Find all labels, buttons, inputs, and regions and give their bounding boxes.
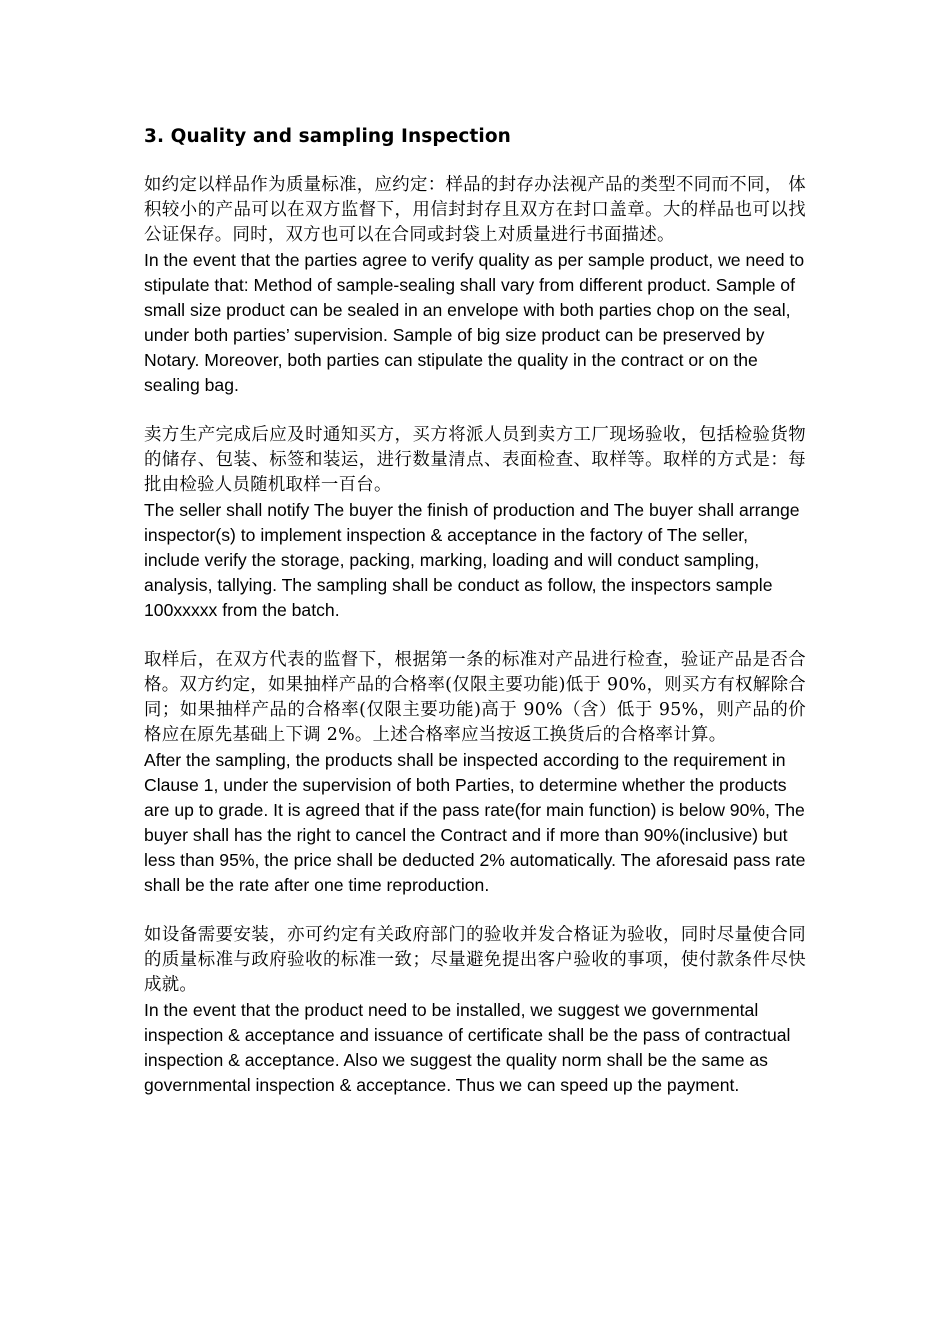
paragraph-block-sample-quality [144,173,806,398]
paragraph-chinese: 取样后，在双方代表的监督下，根据第一条的标准对产品进行检查，验证产品是否合格。双方约定，如果抽样产品的合格率(仅限主要功能)低于 90%，则买方有权解除合同；如果抽样产品的合格率(仅限主要功能)高于 90%（含）低于 95%，则产品的价格应在原先基础上下调 2%。上述合格率应当按返工换货后的合格率计算。 [144,650,806,745]
paragraph-english: In the event that the product need to be installed, we suggest we governmental inspection & acceptance and issuance of certificate shall be the pass of contractual inspection & acceptance. Also we suggest the quality norm shall be the same as governmental inspection & acceptance. Thus we can speed up the payment. [144,1000,791,1095]
paragraph-block-installation [144,923,806,1098]
paragraph-chinese: 如约定以样品作为质量标准，应约定：样品的封存办法视产品的类型不同而不同， 体积较小的产品可以在双方监督下，用信封封存且双方在封口盖章。大的样品也可以找公证保存。同时，双方也可以在合同或封袋上对质量进行书面描述。 [144,175,806,245]
paragraph-chinese: 如设备需要安装，亦可约定有关政府部门的验收并发合格证为验收，同时尽量使合同的质量标准与政府验收的标准一致；尽量避免提出客户验收的事项，使付款条件尽快成就。 [144,925,806,995]
section-title: 3. Quality and sampling Inspection [144,126,511,147]
paragraph-english: In the event that the parties agree to verify quality as per sample product, we need to stipulate that: Method of sample-sealing shall vary from different product. Sample of small size product can be sealed in an envelope with both parties chop on the seal, under both parties’ supervision. Sample of big size product can be preserved by Notary. Moreover, both parties can stipulate the quality in the contract or on the sealing bag. [144,250,805,395]
paragraph-block-factory-inspection [144,423,806,623]
document-body [144,124,806,1123]
paragraph-english: The seller shall notify The buyer the finish of production and The buyer shall arrange inspector(s) to implement inspection & acceptance in the factory of The seller, include verify the storage, packing, marking, loading and will conduct sampling, analysis, tallying. The sampling shall be conduct as follow, the inspectors sample 100xxxxx from the batch. [144,500,800,620]
paragraph-chinese: 卖方生产完成后应及时通知买方，买方将派人员到卖方工厂现场验收，包括检验货物的储存、包装、标签和装运，进行数量清点、表面检查、取样等。取样的方式是：每批由检验人员随机取样一百台。 [144,425,806,495]
paragraph-block-pass-rate [144,648,806,898]
paragraph-english: After the sampling, the products shall be inspected according to the requirement in Clause 1, under the supervision of both Parties, to determine whether the products are up to grade. It is agreed that if the pass rate(for main function) is below 90%, The buyer shall has the right to cancel the Contract and if more than 90%(inclusive) but less than 95%, the price shall be deducted 2% automatically. The aforesaid pass rate shall be the rate after one time reproduction. [144,750,806,895]
